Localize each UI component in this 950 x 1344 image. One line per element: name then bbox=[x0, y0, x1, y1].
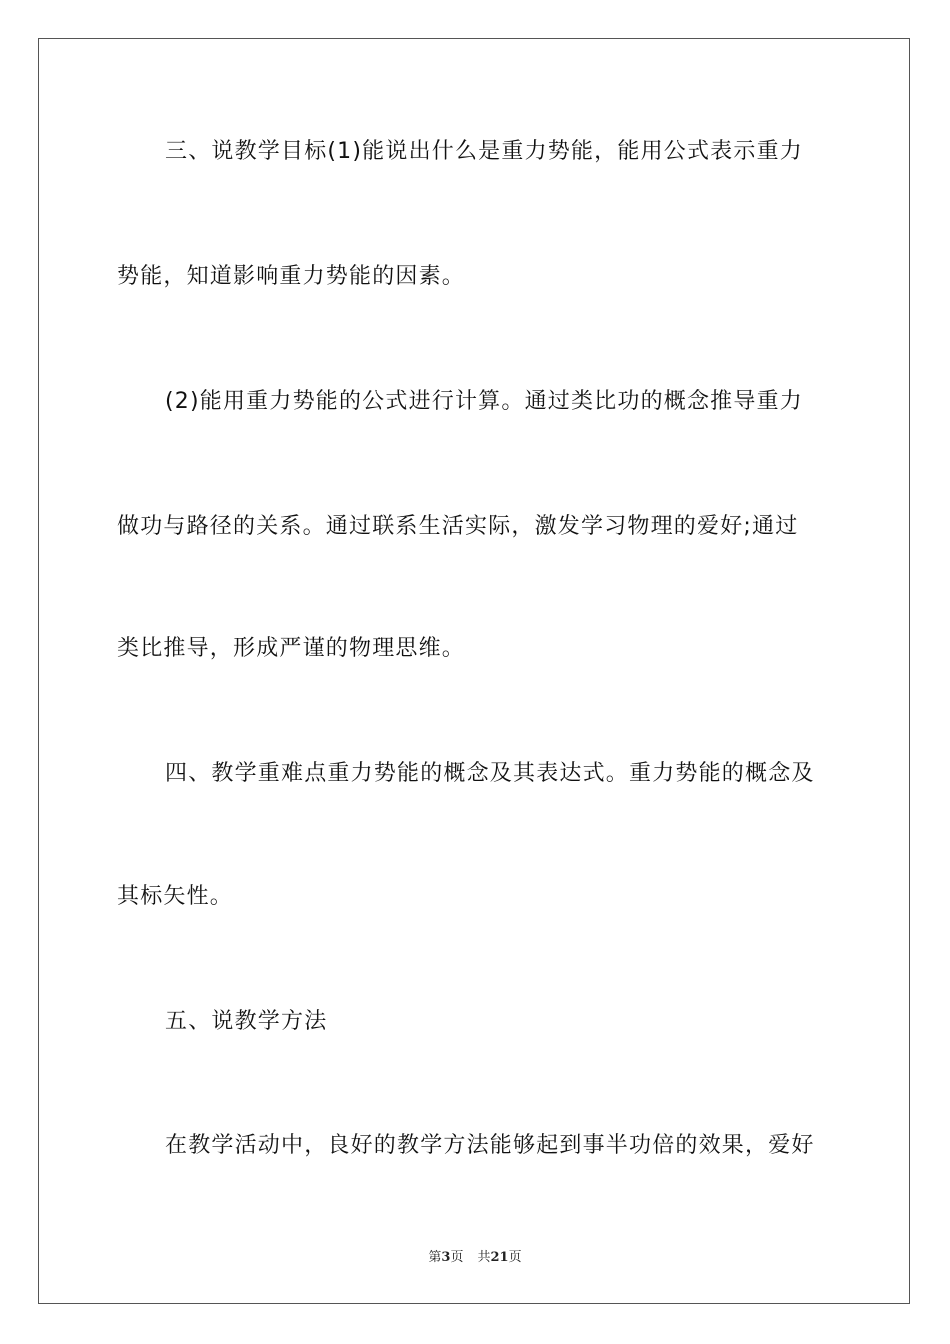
paragraph-line-4: 做功与路径的关系。通过联系生活实际，激发学习物理的爱好;通过 bbox=[117, 514, 799, 539]
paragraph-line-9: 在教学活动中，良好的教学方法能够起到事半功倍的效果，爱好 bbox=[165, 1133, 815, 1158]
paragraph-line-3: (2)能用重力势能的公式进行计算。通过类比功的概念推导重力 bbox=[165, 389, 803, 414]
paragraph-line-1: 三、说教学目标(1)能说出什么是重力势能，能用公式表示重力 bbox=[165, 139, 803, 164]
paragraph-line-7: 其标矢性。 bbox=[117, 884, 234, 909]
section-heading-methods: 五、说教学方法 bbox=[165, 1009, 328, 1034]
paragraph-line-6: 四、教学重难点重力势能的概念及其表达式。重力势能的概念及 bbox=[165, 761, 815, 786]
total-suffix: 页 bbox=[508, 1250, 522, 1265]
page-footer bbox=[0, 1246, 950, 1265]
page-border bbox=[38, 38, 910, 1304]
page-prefix: 第 bbox=[428, 1250, 442, 1265]
page-suffix: 页 bbox=[450, 1250, 464, 1265]
page-total-number: 21 bbox=[490, 1250, 509, 1265]
page-current-number: 3 bbox=[441, 1250, 451, 1265]
total-prefix: 共 bbox=[477, 1250, 491, 1265]
paragraph-line-5: 类比推导，形成严谨的物理思维。 bbox=[117, 636, 466, 661]
paragraph-line-2: 势能，知道影响重力势能的因素。 bbox=[117, 264, 466, 289]
